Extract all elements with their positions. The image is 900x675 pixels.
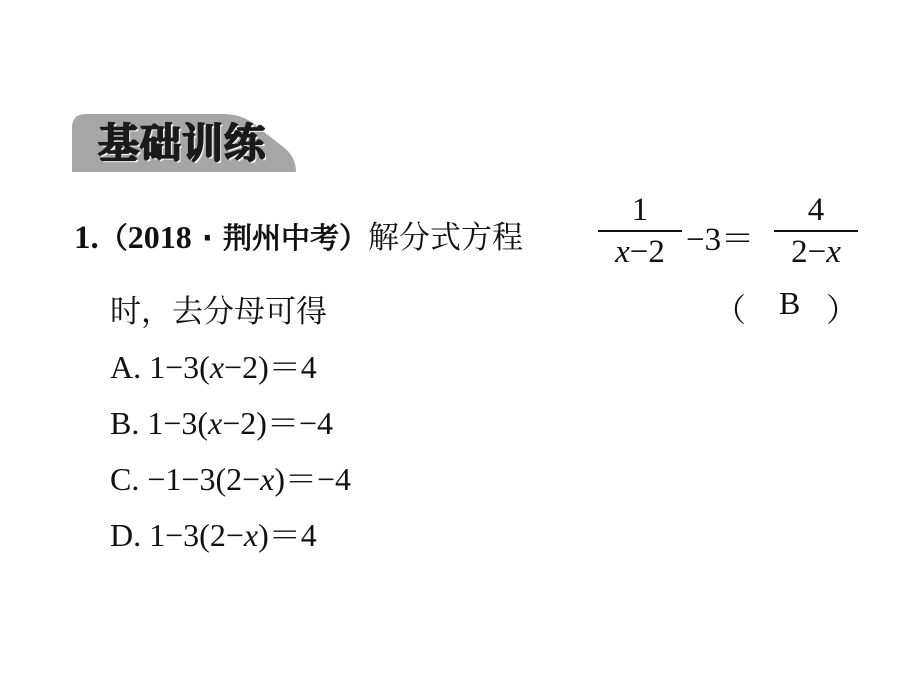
source-dot: · <box>191 221 223 255</box>
fraction-2-numerator: 4 <box>807 192 825 228</box>
answer-close-paren: ） <box>826 292 859 328</box>
source-year: 2018 <box>127 219 192 255</box>
option-label: D. <box>110 517 142 553</box>
option-label: C. <box>110 461 140 497</box>
section-banner <box>72 106 296 172</box>
fraction-1-bar <box>598 230 682 232</box>
section-title: 基础训练 <box>98 119 266 167</box>
option-d: D. 1−3(2−x)＝4 <box>110 517 317 553</box>
source-name: 荆州中考 <box>222 221 339 255</box>
question-stem-prefix: 解分式方程 <box>368 220 524 256</box>
fraction-1-denominator: x−2 <box>615 234 665 270</box>
fraction-1 <box>598 192 682 270</box>
option-a: A. 1−3(x−2)＝4 <box>110 349 317 385</box>
answer-value: B <box>779 285 801 321</box>
source-open-paren: （ <box>98 221 128 255</box>
fraction-2 <box>774 192 858 270</box>
fraction-2-bar <box>774 230 858 232</box>
fraction-1-numerator: 1 <box>631 192 649 228</box>
question-line-1 <box>74 212 523 257</box>
answer-open-paren: （ <box>714 292 747 328</box>
option-label: B. <box>110 405 140 441</box>
source-close-paren: ） <box>339 221 369 255</box>
option-c: C. −1−3(2−x)＝−4 <box>110 461 352 497</box>
question-stem-suffix: 时，去分母可得 <box>110 294 327 330</box>
option-b: B. 1−3(x−2)＝−4 <box>110 405 334 441</box>
question-number: 1. <box>74 220 99 256</box>
fraction-2-denominator: 2−x <box>791 234 841 270</box>
equation-middle: −3＝ <box>686 222 755 258</box>
option-label: A. <box>110 349 142 385</box>
